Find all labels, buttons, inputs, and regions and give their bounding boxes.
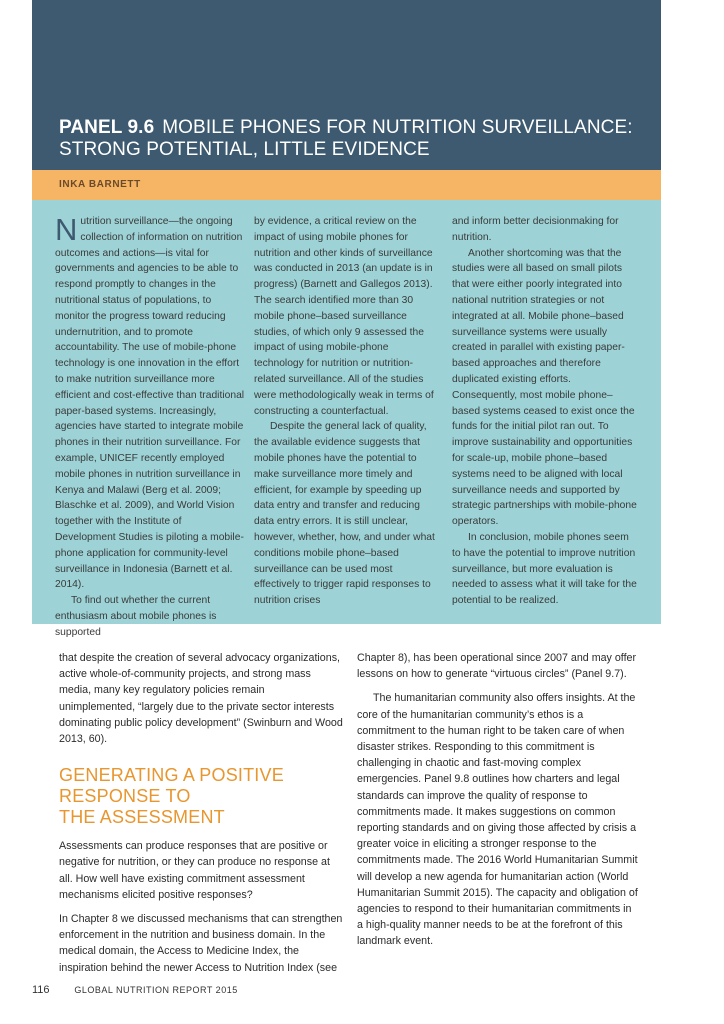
panel-title-line2: STRONG POTENTIAL, LITTLE EVIDENCE [59,139,430,160]
panel-title-line1: MOBILE PHONES FOR NUTRITION SURVEILLANCE: [162,117,633,138]
body-paragraph: In Chapter 8 we discussed mechanisms that can strengthen enforcement in the nutrition and business domain. In the medical domain, the Access to Medicine Index, the inspiration behind the newer Access to Nutrition Index (see [59,913,343,974]
panel-label: PANEL 9.6 [59,117,155,138]
panel-column-1 [55,214,245,641]
author-name: INKA BARNETT [59,179,141,190]
drop-cap: N [55,212,78,247]
panel-paragraph: Nutrition surveillance—the ongoing collection of information on nutrition outcomes and actions—is vital for governments and agencies to be able to respond promptly to changes in the nutritional status of populations, to monitor the progress toward reducing undernutrition, and to promote accountability. The use of mobile-phone technology is one innovation in the effort to make nutrition surveillance more efficient and cost-effective than traditional paper-based systems. Increasingly, agencies have started to integrate mobile phones in their nutrition surveillance. For example, UNICEF recently employed mobile phones in nutrition surveillance in Kenya and Malawi (Berg et al. 2009; Blaschke et al. 2009), and World Vision together with the Institute of Development Studies is piloting a mobile-phone application for community-level surveillance in Indonesia (Barnett et al. 2014). [55,212,245,591]
panel-column-2 [254,214,439,609]
page-footer [32,984,238,996]
section-heading: GENERATING A POSITIVE RESPONSE TO THE ASSESSMENT [59,765,284,828]
body-column-1 [59,650,343,984]
panel-column-3 [452,214,637,609]
body-paragraph: The humanitarian community also offers insights. At the core of the humanitarian community’s ethos is a commitment to the human right to be taken care of when disaster strikes. Responding to this commitment is challenging in chaotic and fast-moving complex emergencies. Panel 9.8 outlines how charters and legal standards can improve the quality of response to commitments made. It makes suggestions on common reporting standards and on giving those affected by crisis a greater voice in eliciting a stronger response to the commitments made. The 2016 World Humanitarian Summit will develop a new agenda for humanitarian action (World Humanitarian Summit 2015). The capacity and obligation of agencies to respond to their humanitarian commitments in a high-quality manner needs to be at the forefront of this landmark event. [357,692,638,948]
panel-title [59,117,649,161]
body-paragraph: Assessments can produce responses that are positive or negative for nutrition, or they can produce no response at all. How well have existing commitment assessment mechanisms elicited positive responses? [59,840,330,901]
body-paragraph: that despite the creation of several advocacy organizations, active whole-of-community projects, and strong mass media, many key regulatory policies remain unimplemented, “largely due to the private sector interests dominating public policy development” (Swinburn and Wood 2013, 60). [59,652,343,746]
panel-paragraph: and inform better decisionmaking for nutrition. [452,216,619,243]
body-paragraph: Chapter 8), has been operational since 2007 and may offer lessons on how to generate “virtuous circles” (Panel 9.7). [357,652,637,681]
author-bar [32,170,661,200]
panel-paragraph: Despite the general lack of quality, the available evidence suggests that mobile phones have the potential to make surveillance more timely and efficient, for example by speeding up data entry and transfer and reducing data entry errors. It is still unclear, however, whether, how, and under what conditions mobile phone–based surveillance can be used most effectively to trigger rapid responses to nutrition crises [254,421,435,607]
panel-paragraph: In conclusion, mobile phones seem to have the potential to improve nutrition surveillance, but more evaluation is needed to assess what it will take for the potential to be realized. [452,531,637,607]
body-column-2 [357,650,639,958]
panel-paragraph: Another shortcoming was that the studies were all based on small pilots that were either poorly integrated into national nutrition strategies or not integrated at all. Mobile phone–based surveillance systems were usually created in parallel with existing paper-based approaches and therefore duplicated existing efforts. Consequently, most mobile phone–based systems ceased to exist once the funds for the initial pilot ran out. To improve sustainability and opportunities for scale-up, mobile phone–based systems need to be aligned with local surveillance needs and supported by strategic partnerships with mobile-phone operators. [452,247,637,528]
panel-header [32,0,661,170]
panel-paragraph: To find out whether the current enthusiasm about mobile phones is supported [55,595,217,638]
report-name: GLOBAL NUTRITION REPORT 2015 [74,985,238,995]
page-number: 116 [32,984,50,996]
panel-paragraph: by evidence, a critical review on the impact of using mobile phones for nutrition and other kinds of surveillance was conducted in 2013 (an update is in progress) (Barnett and Gallegos 2013). The search identified more than 30 mobile phone–based surveillance studies, of which only 9 assessed the impact of using mobile-phone technology for nutrition or nutrition-related surveillance. All of the studies were methodologically weak in terms of constructing a counterfactual. [254,216,434,417]
panel-body [32,200,661,638]
